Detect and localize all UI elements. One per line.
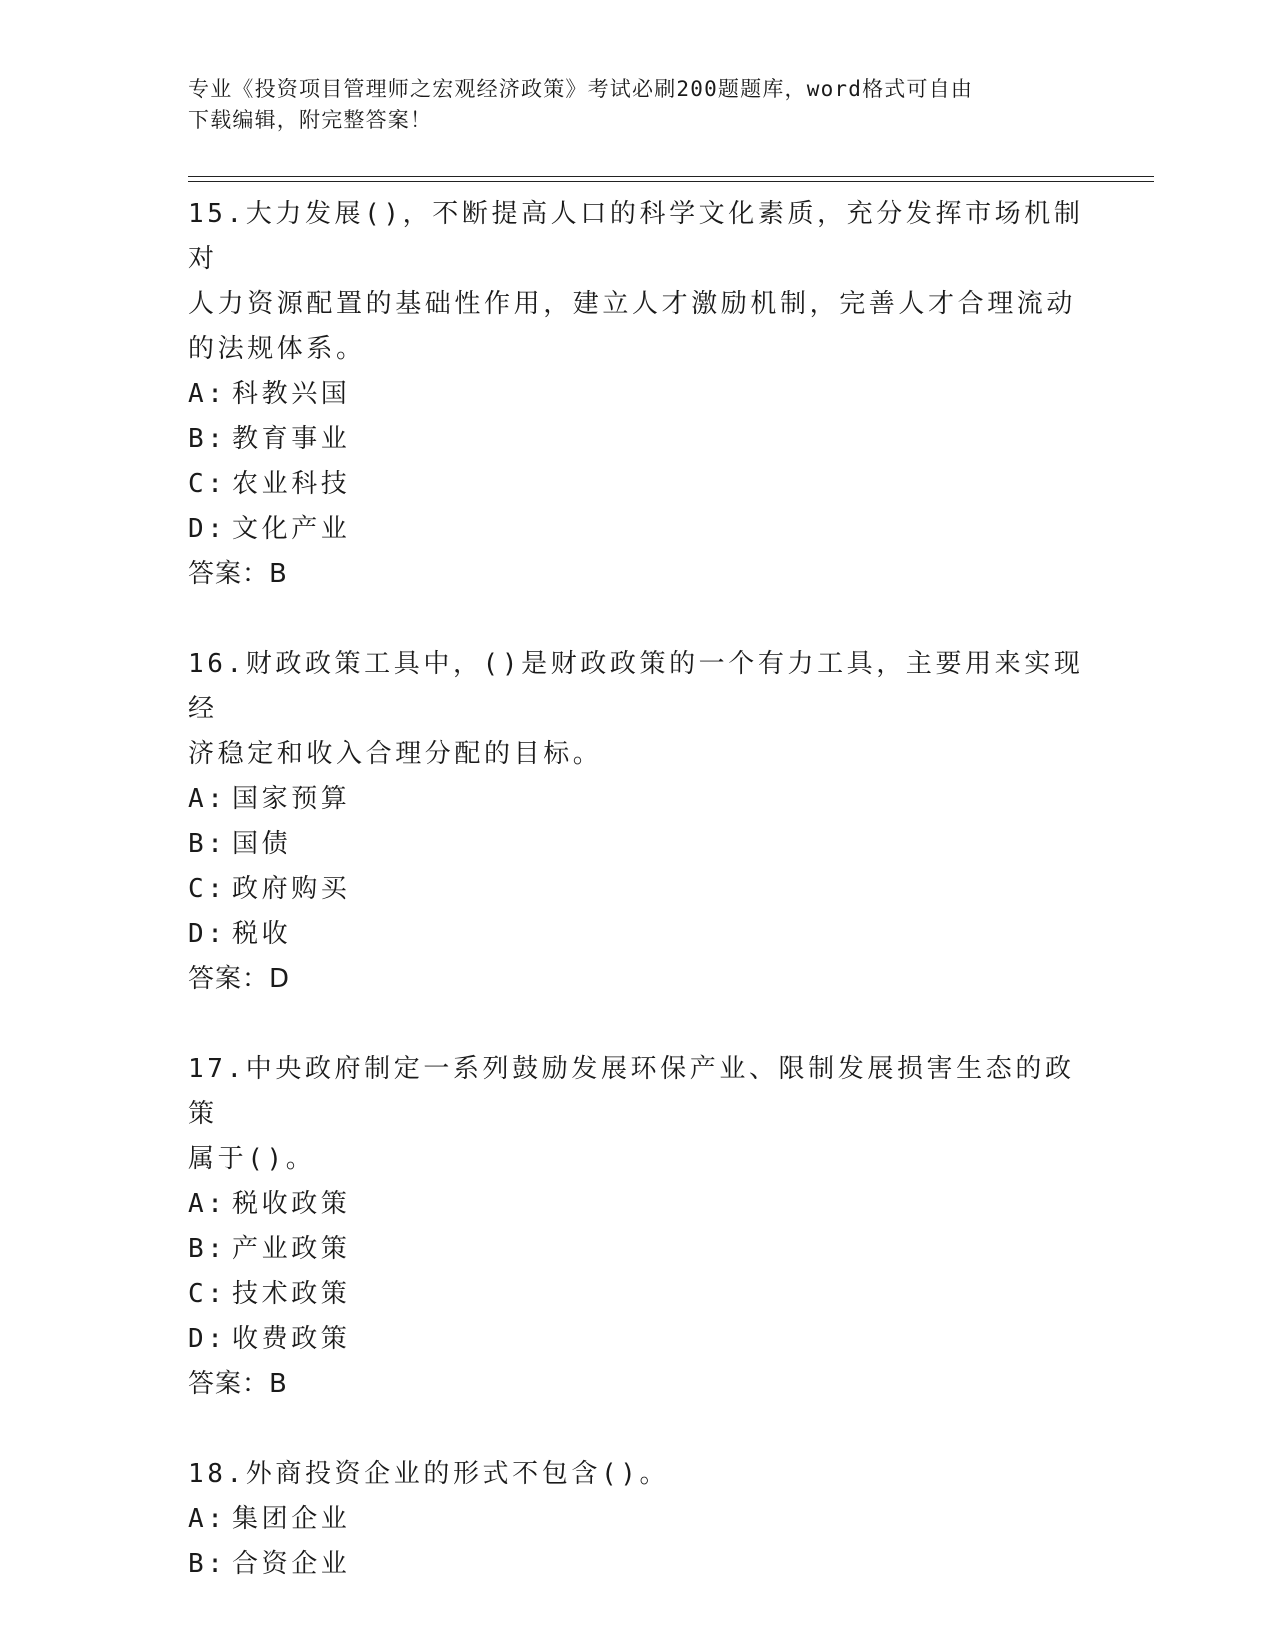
option-letter: D: — [188, 514, 227, 544]
option-letter: B: — [188, 424, 227, 454]
question-stem — [188, 642, 1088, 777]
option-a — [188, 1497, 1088, 1542]
option-c — [188, 462, 1088, 507]
option-text: 国债 — [232, 829, 292, 859]
question-stem — [188, 1452, 1088, 1497]
option-letter: A: — [188, 1504, 227, 1534]
option-text: 教育事业 — [232, 424, 351, 454]
option-b — [188, 417, 1088, 462]
option-text: 农业科技 — [232, 469, 351, 499]
option-text: 合资企业 — [232, 1549, 351, 1579]
option-text: 国家预算 — [232, 784, 351, 814]
option-a — [188, 372, 1088, 417]
stem-line: 18.外商投资企业的形式不包含()。 — [188, 1459, 670, 1489]
document-header — [188, 74, 1068, 136]
option-text: 收费政策 — [232, 1324, 351, 1354]
option-letter: A: — [188, 784, 227, 814]
option-letter: D: — [188, 1324, 227, 1354]
option-c — [188, 1272, 1088, 1317]
answer-line: 答案：D — [188, 964, 291, 994]
stem-line: 17.中央政府制定一系列鼓励发展环保产业、限制发展损害生态的政策 — [188, 1054, 1075, 1129]
question-list — [188, 192, 1088, 1632]
option-d — [188, 1317, 1088, 1362]
option-letter: C: — [188, 1279, 227, 1309]
header-line-2: 下载编辑，附完整答案！ — [188, 108, 433, 132]
option-b — [188, 822, 1088, 867]
option-letter: C: — [188, 469, 227, 499]
option-letter: A: — [188, 379, 227, 409]
answer-line: 答案：B — [188, 1369, 288, 1399]
option-b — [188, 1542, 1088, 1587]
option-text: 产业政策 — [232, 1234, 351, 1264]
option-d — [188, 912, 1088, 957]
stem-line: 15.大力发展()，不断提高人口的科学文化素质，充分发挥市场机制对 — [188, 199, 1084, 274]
question-stem — [188, 192, 1088, 372]
question-18 — [188, 1452, 1088, 1587]
option-a — [188, 777, 1088, 822]
option-letter: B: — [188, 829, 227, 859]
option-d — [188, 507, 1088, 552]
header-divider — [188, 176, 1154, 182]
option-text: 政府购买 — [232, 874, 351, 904]
option-text: 税收 — [232, 919, 292, 949]
stem-line: 的法规体系。 — [188, 334, 366, 364]
option-c — [188, 867, 1088, 912]
question-stem — [188, 1047, 1088, 1182]
option-text: 集团企业 — [232, 1504, 351, 1534]
option-letter: C: — [188, 874, 227, 904]
question-17 — [188, 1047, 1088, 1407]
answer-line: 答案：B — [188, 559, 288, 589]
option-b — [188, 1227, 1088, 1272]
stem-line: 16.财政政策工具中，()是财政政策的一个有力工具，主要用来实现经 — [188, 649, 1084, 724]
option-letter: D: — [188, 919, 227, 949]
stem-line: 属于()。 — [188, 1144, 316, 1174]
option-a — [188, 1182, 1088, 1227]
question-16 — [188, 642, 1088, 1002]
header-line-1: 专业《投资项目管理师之宏观经济政策》考试必刷200题题库，word格式可自由 — [188, 77, 974, 101]
stem-line: 济稳定和收入合理分配的目标。 — [188, 739, 603, 769]
option-text: 科教兴国 — [232, 379, 351, 409]
option-text: 技术政策 — [232, 1279, 351, 1309]
option-letter: B: — [188, 1234, 227, 1264]
option-letter: B: — [188, 1549, 227, 1579]
option-text: 文化产业 — [232, 514, 351, 544]
option-text: 税收政策 — [232, 1189, 351, 1219]
stem-line: 人力资源配置的基础性作用，建立人才激励机制，完善人才合理流动 — [188, 289, 1077, 319]
question-15 — [188, 192, 1088, 597]
option-letter: A: — [188, 1189, 227, 1219]
